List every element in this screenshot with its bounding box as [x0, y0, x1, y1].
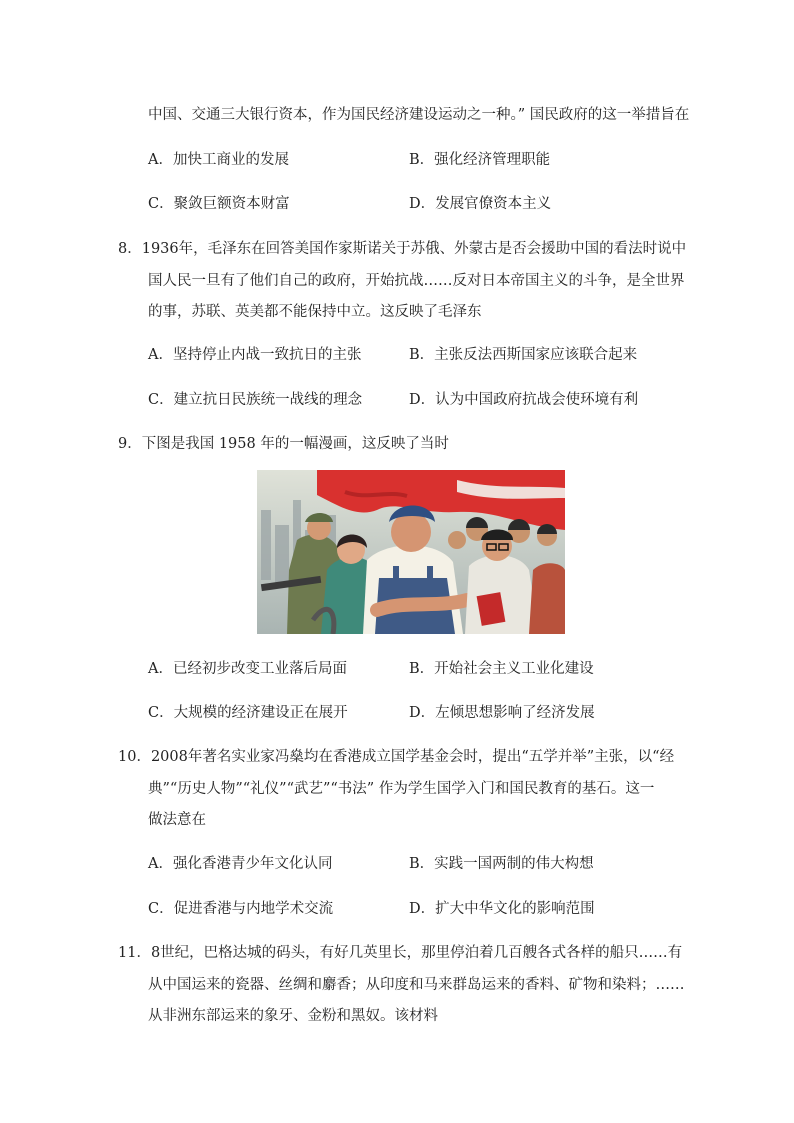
q11-stem-line-1: 11．8世纪，巴格达城的码头，有好几英里长，那里停泊着几百艘各式各样的船只……有 — [118, 945, 683, 961]
q9-stem: 9．下图是我国 1958 年的一幅漫画，这反映了当时 — [118, 436, 449, 452]
q10-stem-line-3: 做法意在 — [148, 812, 206, 828]
q8-stem-line-3: 的事，苏联、英美都不能保持中立。这反映了毛泽东 — [148, 304, 482, 320]
q7-option-c[interactable]: C．聚敛巨额资本财富 — [148, 196, 290, 212]
q8-stem-line-1: 8．1936年，毛泽东在回答美国作家斯诺关于苏俄、外蒙古是否会援助中国的看法时说中 — [118, 241, 687, 257]
propaganda-cartoon-image — [257, 470, 565, 634]
q7-option-a[interactable]: A．加快工商业的发展 — [148, 152, 289, 168]
q10-option-c[interactable]: C．促进香港与内地学术交流 — [148, 901, 334, 917]
q8-option-c[interactable]: C．建立抗日民族统一战线的理念 — [148, 392, 363, 408]
q10-stem-line-1: 10．2008年著名实业家冯燊均在香港成立国学基金会时，提出“五学并举”主张，以“经 — [118, 749, 675, 765]
q11-stem-line-2: 从中国运来的瓷器、丝绸和麝香；从印度和马来群岛运来的香料、矿物和染料；…… — [148, 977, 685, 993]
q10-option-a[interactable]: A．强化香港青少年文化认同 — [148, 856, 333, 872]
q8-option-a[interactable]: A．坚持停止内战一致抗日的主张 — [148, 347, 362, 363]
q7-option-d[interactable]: D．发展官僚资本主义 — [409, 196, 552, 212]
q9-option-d[interactable]: D．左倾思想影响了经济发展 — [409, 705, 595, 721]
q10-option-b[interactable]: B．实践一国两制的伟大构想 — [409, 856, 594, 872]
q7-option-b[interactable]: B．强化经济管理职能 — [409, 152, 551, 168]
q7-continuation: 中国、交通三大银行资本，作为国民经济建设运动之一种。” 国民政府的这一举措旨在 — [148, 107, 690, 123]
q8-option-b[interactable]: B．主张反法西斯国家应该联合起来 — [409, 347, 638, 363]
q10-stem-line-2: 典”“历史人物”“礼仪”“武艺”“书法” 作为学生国学入门和国民教育的基石。这一 — [148, 781, 655, 797]
q11-stem-line-3: 从非洲东部运来的象牙、金粉和黑奴。该材料 — [148, 1008, 438, 1024]
q8-stem-line-2: 国人民一旦有了他们自己的政府，开始抗战……反对日本帝国主义的斗争，是全世界 — [148, 273, 685, 289]
q10-option-d[interactable]: D．扩大中华文化的影响范围 — [409, 901, 595, 917]
q8-option-d[interactable]: D．认为中国政府抗战会使环境有利 — [409, 392, 639, 408]
q9-option-c[interactable]: C．大规模的经济建设正在展开 — [148, 705, 348, 721]
q9-option-a[interactable]: A．已经初步改变工业落后局面 — [148, 661, 347, 677]
q9-option-b[interactable]: B．开始社会主义工业化建设 — [409, 661, 594, 677]
